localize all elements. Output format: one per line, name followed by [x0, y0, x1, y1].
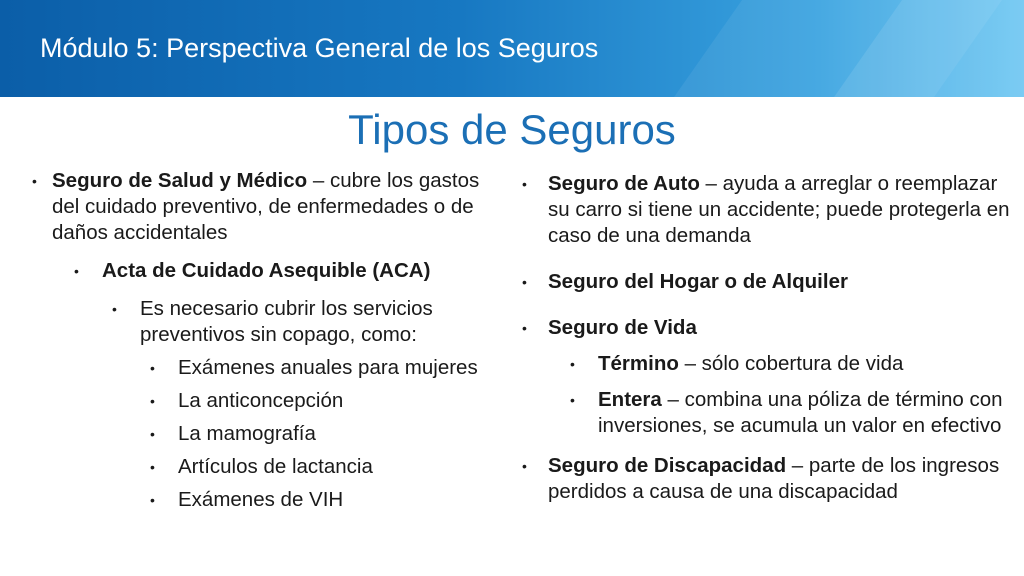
bullet-whole-life [520, 387, 1018, 439]
bullet-life-insurance [520, 315, 1015, 341]
whole-life-term: Entera [598, 388, 662, 411]
right-column [520, 168, 1015, 505]
bullet-disability-insurance [520, 453, 1015, 505]
whole-life-desc: – combina una póliza de término con inversiones, se acumula un valor en efectivo [598, 388, 1003, 437]
disability-insurance-desc: – parte de los ingresos perdidos a causa de una discapacidad [548, 454, 1000, 503]
bullet-aca [30, 258, 492, 284]
disability-insurance-term: Seguro de Discapacidad [548, 454, 787, 477]
bullet-dot: • [150, 459, 155, 475]
bullet-dot: • [522, 176, 527, 192]
bullet-dot: • [112, 301, 117, 317]
bullet-dot: • [150, 492, 155, 508]
bullet-dot: • [150, 393, 155, 409]
list-item-service [30, 355, 478, 381]
bullet-dot: • [570, 356, 575, 372]
bullet-health-insurance [30, 168, 492, 246]
list-item-service [30, 421, 492, 447]
left-column [30, 168, 492, 513]
life-insurance-term: Seguro de Vida [548, 316, 697, 339]
auto-insurance-term: Seguro de Auto [548, 172, 700, 195]
list-item-service [30, 388, 492, 414]
service-label: La mamografía [178, 422, 316, 445]
service-label: La anticoncepción [178, 389, 344, 412]
bullet-auto-insurance [520, 171, 1015, 249]
bullet-dot: • [522, 458, 527, 474]
bullet-dot: • [522, 320, 527, 336]
service-label: Exámenes anuales para mujeres [178, 356, 478, 379]
bullet-dot: • [522, 274, 527, 290]
bullet-dot: • [570, 392, 575, 408]
list-item-service [30, 487, 492, 513]
health-insurance-term: Seguro de Salud y Médico [52, 169, 308, 192]
bullet-dot: • [150, 360, 155, 376]
module-title: Módulo 5: Perspectiva General de los Seguros [40, 33, 599, 63]
term-life-term: Término [598, 352, 679, 375]
bullet-term-life [520, 351, 1015, 377]
term-life-desc: – sólo cobertura de vida [678, 352, 904, 375]
bullet-dot: • [150, 426, 155, 442]
aca-term: Acta de Cuidado Asequible (ACA) [102, 259, 431, 282]
health-insurance-desc: – cubre los gastos del cuidado preventivo, de enfermedades o de daños accidentales [52, 169, 480, 244]
bullet-dot: • [74, 263, 79, 279]
service-label: Exámenes de VIH [178, 488, 344, 511]
slide-header [0, 0, 1024, 97]
list-item-service [30, 454, 492, 480]
service-label: Artículos de lactancia [178, 455, 373, 478]
bullet-preventive-services [30, 296, 492, 348]
preventive-services-text: Es necesario cubrir los servicios preventivos sin copago, como: [140, 297, 433, 346]
auto-insurance-desc: – ayuda a arreglar o reemplazar su carro si tiene un accidente; puede protegerla en caso de una demanda [548, 172, 1010, 247]
slide-title: Tipos de Seguros [348, 106, 676, 153]
bullet-home-insurance [520, 269, 1015, 295]
bullet-dot: • [32, 173, 37, 189]
home-insurance-term: Seguro del Hogar o de Alquiler [548, 270, 848, 293]
